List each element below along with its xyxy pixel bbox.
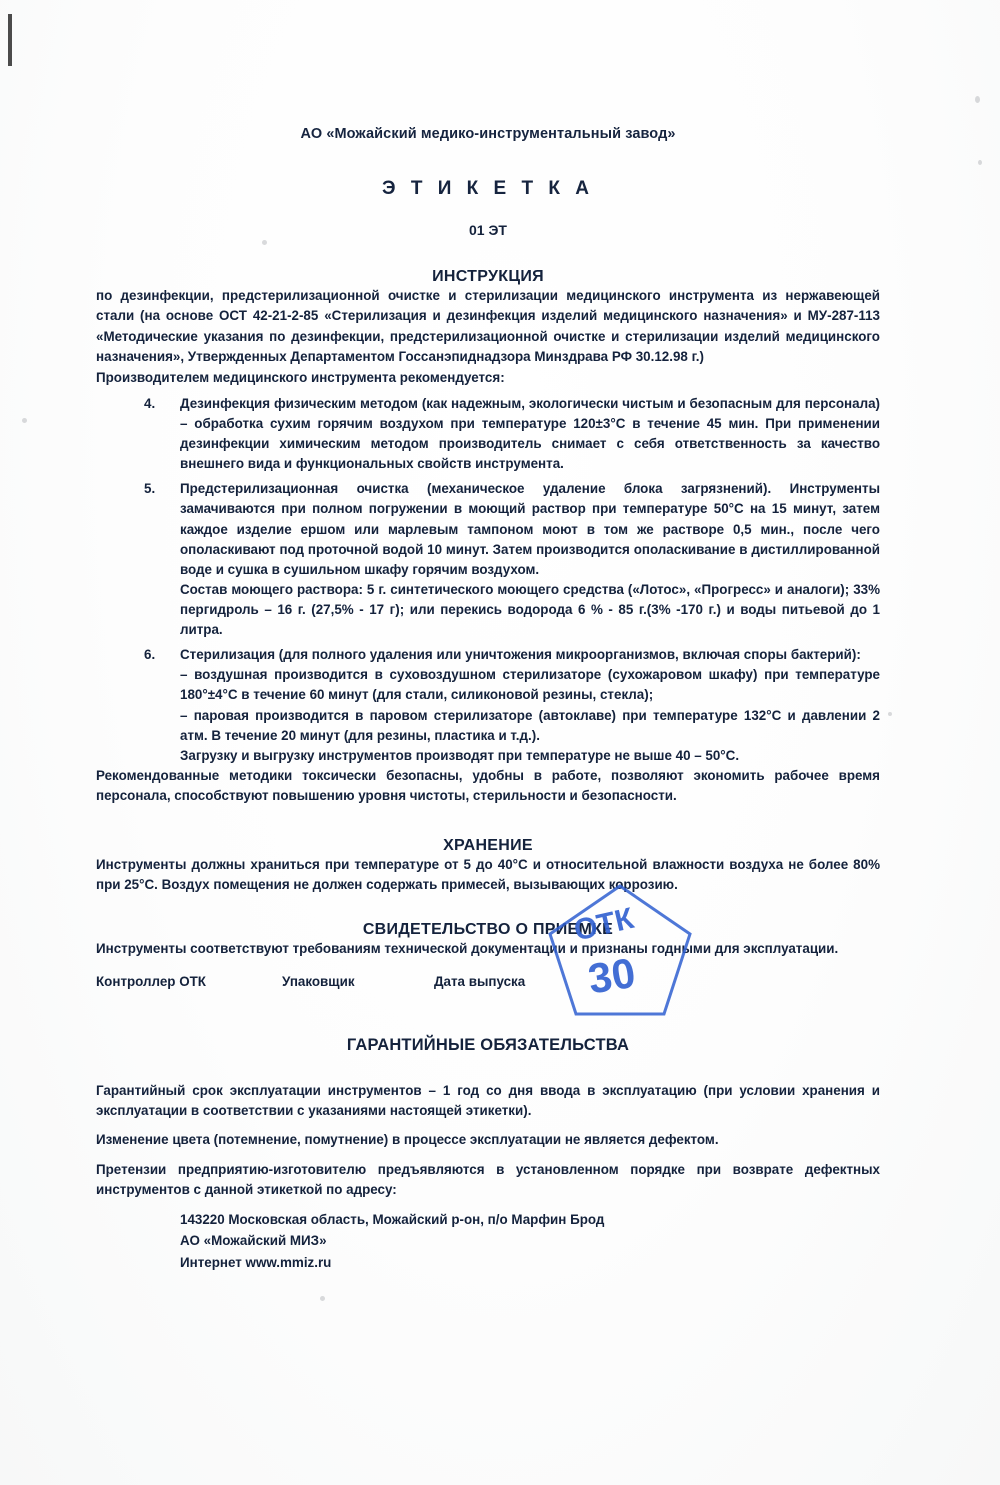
- section-heading-acceptance: СВИДЕТЕЛЬСТВО О ПРИЕМКЕ: [362, 921, 614, 939]
- list-item-text: Предстерилизационная очистка (механическое удаление блока загрязнений). Инструменты замачиваются при полном погружении в моющий раствор при температуре 50°С на 15 минут, затем каждое изделие ершом или марлевым тампоном моют в том же растворе 0,5 мин., после чего ополаскивают под проточной водой 10 минут. Затем производится ополаскивание в дистиллированной воде и сушка в сушильном шкафу горячим воздухом.: [180, 481, 880, 577]
- signature-release-date-label: Дата выпуска: [434, 973, 526, 989]
- list-item-text: Дезинфекция физическим методом (как надежным, экологически чистым и безопасным для персонала) – обработка сухим горячим воздухом при температуре 120±3°С в течение 45 мин. При применении дезинфекции химическим методом производитель снимает с себя ответственность за качество внешнего вида и функциональных свойств инструмента.: [180, 395, 880, 472]
- scan-speck: [888, 712, 892, 716]
- signature-controller-label: Контроллер ОТК: [96, 973, 206, 989]
- acceptance-body: Инструменты соответствуют требованиям технической документации и признаны годными для эксплуатации.: [96, 941, 839, 957]
- company-name: АО «Можайский медико-инструментальный завод»: [300, 126, 676, 142]
- signature-row: [96, 974, 880, 994]
- address-block: [96, 1209, 880, 1274]
- section-heading-warranty: ГАРАНТИЙНЫЕ ОБЯЗАТЕЛЬСТВА: [346, 1035, 630, 1054]
- scan-speck: [320, 1296, 325, 1301]
- list-item-subtext: Загрузку и выгрузку инструментов производят при температуре не выше 40 – 50°С.: [180, 747, 740, 763]
- list-item-text: Стерилизация (для полного удаления или уничтожения микроорганизмов, включая споры бактерий):: [180, 647, 861, 663]
- warranty-paragraph: Претензии предприятию-изготовителю предъявляются в установленном порядке при возврате дефектных инструментов с данной этикеткой по адресу:: [96, 1161, 880, 1198]
- scan-edge-artifact: [8, 14, 12, 66]
- stamp-label: ОТК: [570, 901, 637, 948]
- signature-packer-label: Упаковщик: [282, 973, 355, 989]
- warranty-body: [96, 1081, 880, 1201]
- instruction-footer: Рекомендованные методики токсически безопасны, удобны в работе, позволяют экономить рабочее время персонала, способствуют повышению уровня чистоты, стерильности и безопасности.: [96, 767, 880, 804]
- scan-speck: [978, 160, 982, 165]
- section-heading-storage: ХРАНЕНИЕ: [443, 836, 533, 854]
- list-item: [96, 645, 880, 766]
- address-line: АО «Можайский МИЗ»: [180, 1233, 327, 1249]
- address-line: Интернет www.mmiz.ru: [180, 1255, 332, 1270]
- scan-speck: [22, 418, 27, 423]
- page-title: Э Т И К Е Т К А: [382, 178, 594, 199]
- address-line: 143220 Московская область, Можайский р-он, п/о Марфин Брод: [180, 1211, 605, 1227]
- list-item-number: 5.: [144, 481, 156, 497]
- warranty-paragraph: Изменение цвета (потемнение, помутнение) в процессе эксплуатации не является дефектом.: [96, 1132, 719, 1148]
- scan-speck: [975, 96, 980, 103]
- warranty-paragraph: Гарантийный срок эксплуатации инструментов – 1 год со дня ввода в эксплуатацию (при условии хранения и эксплуатации в соответствии с указаниями настоящей этикетки).: [96, 1082, 880, 1119]
- instruction-intro: по дезинфекции, предстерилизационной очистке и стерилизации медицинского инструмента из нержавеющей стали (на основе ОСТ 42-21-2-85 «Стерилизация и дезинфекция изделий медицинского назначения» и МУ-287-113 «Методические указания по дезинфекции, предстерилизационной очистке и стерилизации изделий медицинского назначения», Утвержденных Департаментом Госсанэпиднадзора Минздрава РФ 30.12.98 г.): [96, 288, 880, 365]
- list-item-number: 4.: [144, 395, 156, 411]
- list-item-number: 6.: [144, 647, 156, 663]
- list-item-subtext: – паровая производится в паровом стерилизаторе (автоклаве) при температуре 132°С и давлении 2 атм. В течение 20 минут (для резины, пластика и т.д.).: [180, 707, 880, 743]
- list-item-subtext: – воздушная производится в суховоздушном стерилизаторе (сухожаровом шкафу) при температуре 180°±4°С в течение 60 минут (для стали, силиконовой резины, стекла);: [180, 667, 880, 703]
- list-item: [96, 394, 880, 474]
- stamp-number: 30: [584, 948, 639, 1003]
- section-heading-instruction: ИНСТРУКЦИЯ: [432, 268, 544, 285]
- storage-body: Инструменты должны храниться при температуре от 5 до 40°С и относительной влажности воздуха не более 80% при 25°С. Воздух помещения не должен содержать примесей, вызывающих коррозию.: [96, 856, 880, 892]
- list-item: [96, 479, 880, 640]
- document-content: [96, 0, 880, 1274]
- recommendation-line: Производителем медицинского инструмента рекомендуется:: [96, 369, 505, 385]
- instruction-list: [96, 394, 880, 766]
- list-item-subtext: Состав моющего раствора: 5 г. синтетического моющего средства («Лотос», «Прогресс» и аналоги); 33% пергидроль – 16 г. (27,5% - 17 г); или перекись водорода 6 % - 85 г.(3% -170 г.) и воды питьевой до 1 литра.: [180, 581, 880, 638]
- document-code: 01 ЭТ: [469, 222, 507, 238]
